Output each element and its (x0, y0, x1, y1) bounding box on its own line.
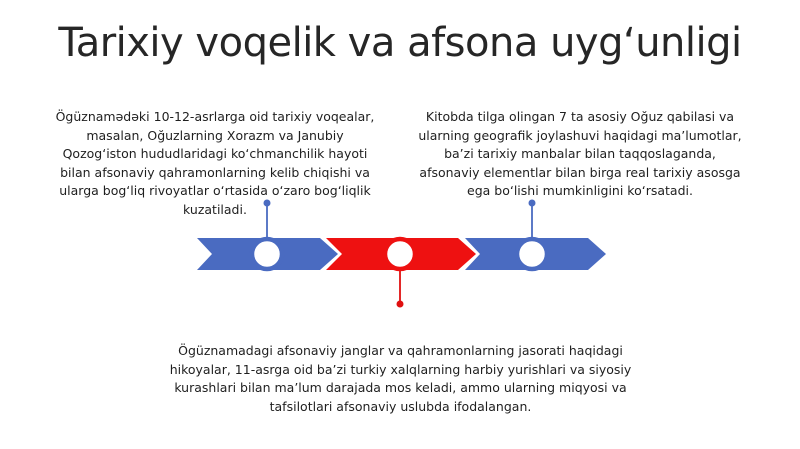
milestone-ring-right (517, 239, 547, 269)
text-block-top-right: Kitobda tilga olingan 7 ta asosiy Oğuz qabilasi va ularning geografik joylashuvi haqidagi ma’lumotlar, ba’zi tarixiy manbalar bilan taqqoslaganda, afsonaviy elementlar bilan birga real tarixiy asosga ega bo‘lishi mumkinligini ko‘rsatadi. (418, 109, 742, 198)
text-block-bottom: Ögüznamadagi afsonaviy janglar va qahramonlarning jasorati haqidagi hikoyalar, 11-asrga oid ba’zi turkiy xalqlarning harbiy yurishlari va siyosiy kurashlari bilan ma’lum darajada mos keladi, ammo ularning miqyosi va tafsilotlari afsonaviy uslubda ifodalangan. (169, 343, 632, 414)
milestone-ring-left (252, 239, 282, 269)
connector-dot-left (264, 200, 271, 207)
milestone-ring-middle (385, 239, 415, 269)
connector-dot-right (529, 200, 536, 207)
slide-title: Tarixiy voqelik va afsona uyg‘unligi (58, 20, 742, 66)
connector-dot-bottom (397, 301, 404, 308)
text-block-top-left: Ögüznamədəki 10-12-asrlarga oid tarixiy voqealar, masalan, Oğuzlarning Xorazm va Janubiy Qozog‘iston hududlaridagi ko‘chmanchilik hayoti bilan afsonaviy qahramonlarning kelib chiqishi va ularga bog‘liq rivoyatlar o‘rtasida o‘zaro bog‘liqlik kuzatiladi. (55, 109, 375, 217)
